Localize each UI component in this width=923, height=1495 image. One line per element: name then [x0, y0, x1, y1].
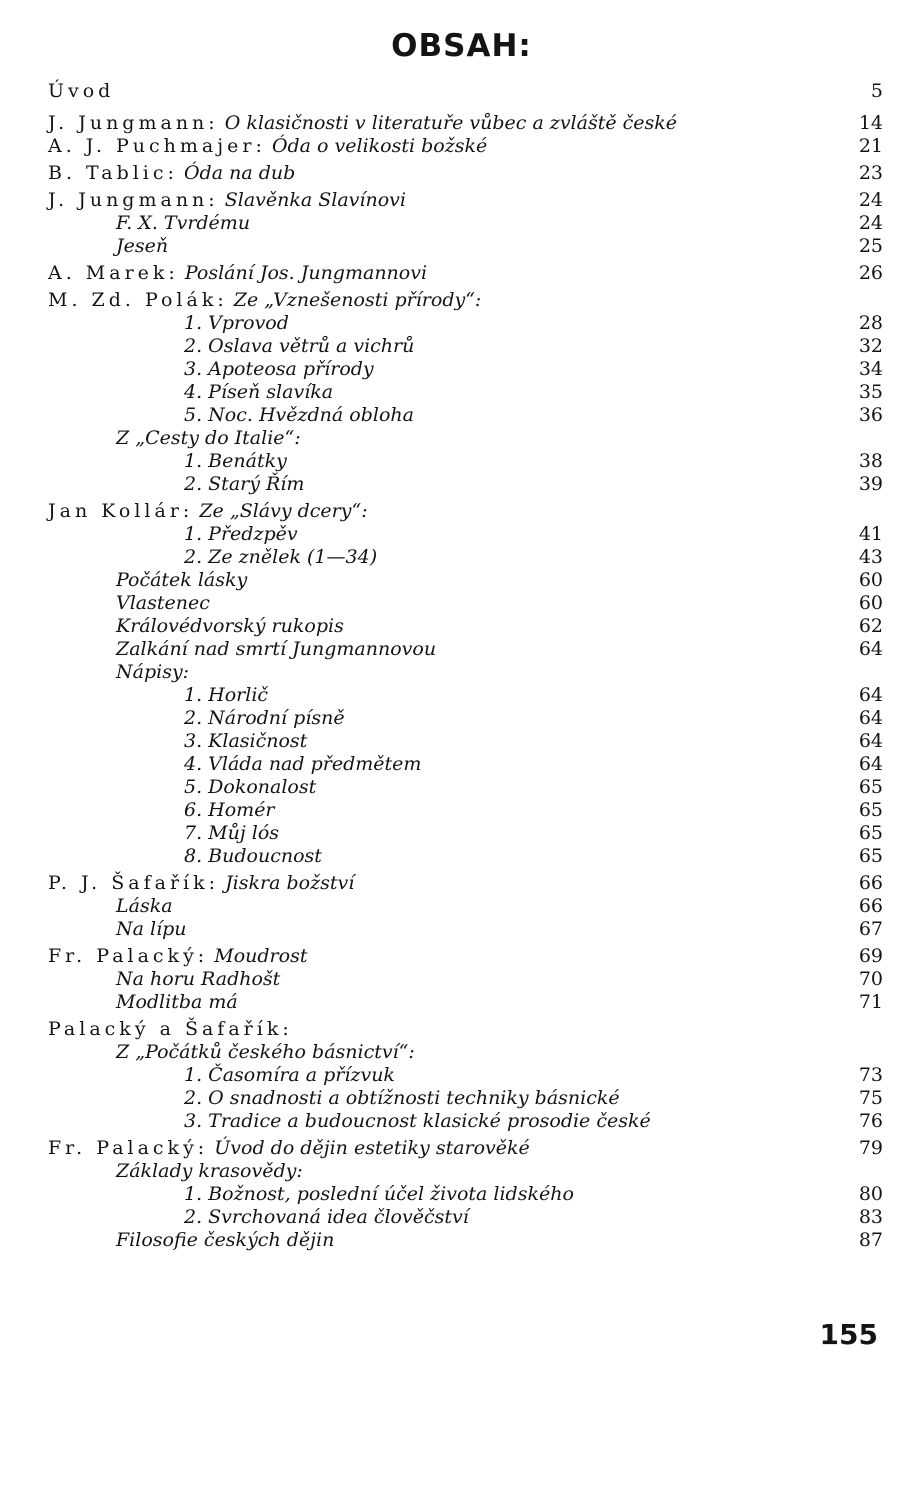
- toc-title: 1. Horlič: [184, 684, 269, 706]
- toc-page-number: 24: [858, 189, 883, 211]
- toc-entry: [48, 1160, 883, 1183]
- toc-page-number: 65: [858, 776, 883, 798]
- toc-entry: [48, 753, 883, 776]
- page-number: 155: [819, 1318, 878, 1351]
- toc-page-number: 14: [858, 112, 883, 134]
- toc-entry: [48, 381, 883, 404]
- toc-entry: [48, 615, 883, 638]
- toc-entry: [48, 162, 883, 185]
- toc-entry: [48, 212, 883, 235]
- toc-title: Královédvorský rukopis: [116, 615, 344, 637]
- toc-entry: [48, 1110, 883, 1133]
- toc-entry-label: [48, 1018, 293, 1041]
- toc-entry-label: [116, 918, 187, 941]
- toc-entry-label: [116, 661, 189, 684]
- toc-page-number: 23: [858, 162, 883, 184]
- toc-title: Modlitba má: [116, 991, 238, 1013]
- toc-title: Na lípu: [116, 918, 187, 940]
- toc-page-number: 28: [858, 312, 883, 334]
- toc-page-number: 41: [858, 523, 883, 545]
- toc-entry-label: [184, 822, 279, 845]
- toc-entry: [48, 991, 883, 1014]
- toc-page-number: 21: [858, 135, 883, 157]
- toc-entry-label: [184, 776, 316, 799]
- toc-entry: [48, 592, 883, 615]
- toc-entry-label: [116, 427, 301, 450]
- toc-entry: [48, 918, 883, 941]
- toc-author: J. Jungmann:: [48, 112, 219, 134]
- toc-page-number: 62: [858, 615, 883, 637]
- toc-entry-label: [184, 523, 298, 546]
- toc-entry: [48, 427, 883, 450]
- toc-entry: [48, 1018, 883, 1041]
- toc-entry-label: [184, 473, 304, 496]
- toc-entry: [48, 500, 883, 523]
- toc-title: 7. Můj lós: [184, 822, 280, 844]
- toc-title: 8. Budoucnost: [184, 845, 322, 867]
- toc-author: Palacký a Šafařík:: [48, 1018, 293, 1040]
- toc-entry-label: [116, 615, 344, 638]
- toc-author: B. Tablic:: [48, 162, 178, 184]
- toc-entry: [48, 1206, 883, 1229]
- toc-entry: [48, 112, 883, 135]
- toc-page-number: 34: [858, 358, 883, 380]
- toc-entry-label: [48, 945, 307, 968]
- toc-entry-label: [116, 235, 168, 258]
- toc-entry: [48, 523, 883, 546]
- toc-page-number: 69: [858, 945, 883, 967]
- toc-page-number: 65: [858, 799, 883, 821]
- toc-title: Óda na dub: [183, 162, 296, 184]
- toc-title: Láska: [116, 895, 173, 917]
- toc-page-number: 70: [858, 968, 883, 990]
- toc-entry-label: [184, 335, 414, 358]
- toc-title: 1. Božnost, poslední účel života lidského: [184, 1183, 574, 1205]
- toc-title: Moudrost: [214, 945, 308, 967]
- toc-page-number: 24: [858, 212, 883, 234]
- toc-entry: [48, 661, 883, 684]
- toc-entry-label: [184, 1183, 574, 1206]
- toc-entry-label: [48, 189, 406, 212]
- toc-author: J. Jungmann:: [48, 189, 219, 211]
- toc-author: A. J. Puchmajer:: [48, 135, 266, 157]
- toc-title: 2. Národní písně: [184, 707, 345, 729]
- toc-entry: [48, 872, 883, 895]
- toc-page-number: 66: [858, 895, 883, 917]
- toc-title: 2. Svrchovaná idea člověčství: [184, 1206, 469, 1228]
- toc-title: 3. Tradice a budoucnost klasické prosodie české: [184, 1110, 651, 1132]
- toc-title: Na horu Radhošt: [116, 968, 281, 990]
- toc-title: Jeseň: [116, 235, 169, 257]
- toc-title: 1. Vprovod: [184, 312, 289, 334]
- toc-entry-label: [116, 895, 173, 918]
- toc-entry: [48, 80, 883, 103]
- toc-entry-label: [116, 968, 280, 991]
- toc-page-number: 26: [858, 262, 883, 284]
- toc-entry: [48, 546, 883, 569]
- toc-entry-label: [116, 569, 247, 592]
- toc-entry: [48, 1087, 883, 1110]
- toc-page-number: 64: [858, 730, 883, 752]
- toc-title: 2. O snadnosti a obtížnosti techniky básnické: [184, 1087, 620, 1109]
- toc-entry-label: [116, 592, 210, 615]
- toc-entry-label: [184, 1206, 469, 1229]
- toc-entry-label: [48, 500, 368, 523]
- toc-entry-label: [184, 1064, 395, 1087]
- toc-title: 3. Apoteosa přírody: [184, 358, 374, 380]
- toc-page-number: 76: [858, 1110, 883, 1132]
- toc-entry: [48, 335, 883, 358]
- toc-entry-label: [184, 312, 289, 335]
- toc-page-number: 67: [858, 918, 883, 940]
- toc-entry-label: [48, 262, 427, 285]
- toc-entry-label: [184, 684, 268, 707]
- toc-title: 1. Předzpěv: [184, 523, 298, 545]
- toc-title: 4. Vláda nad předmětem: [184, 753, 422, 775]
- toc-page-number: 39: [858, 473, 883, 495]
- toc-title: 6. Homér: [184, 799, 275, 821]
- toc-title: F. X. Tvrdému: [116, 212, 251, 234]
- toc-entry-label: [48, 80, 114, 103]
- toc-page-number: 32: [858, 335, 883, 357]
- toc-title: 3. Klasičnost: [184, 730, 308, 752]
- toc-entry: [48, 235, 883, 258]
- toc-entry: [48, 707, 883, 730]
- toc-entry: [48, 799, 883, 822]
- toc-entry-label: [184, 753, 421, 776]
- toc-entry-label: [184, 1087, 620, 1110]
- toc-page-number: 60: [858, 592, 883, 614]
- toc-title: Filosofie českých dějin: [116, 1229, 335, 1251]
- toc-entry: [48, 473, 883, 496]
- toc-entry: [48, 845, 883, 868]
- toc-entry: [48, 135, 883, 158]
- toc-entry: [48, 404, 883, 427]
- toc-page-number: 64: [858, 707, 883, 729]
- toc-entry-label: [116, 1229, 334, 1252]
- toc-entry: [48, 450, 883, 473]
- toc-title: 2. Oslava větrů a vichrů: [184, 335, 415, 357]
- toc-title: Óda o velikosti božské: [271, 135, 488, 157]
- toc-page-number: 25: [858, 235, 883, 257]
- toc-page-number: 60: [858, 569, 883, 591]
- toc-page-number: 80: [858, 1183, 883, 1205]
- toc-author: A. Marek:: [48, 262, 179, 284]
- toc-entry: [48, 822, 883, 845]
- toc-entry: [48, 638, 883, 661]
- toc-entry-label: [116, 991, 238, 1014]
- page-title: OBSAH:: [391, 28, 532, 64]
- toc-entry: [48, 684, 883, 707]
- toc-page-number: 87: [858, 1229, 883, 1251]
- toc-entry-label: [116, 1041, 415, 1064]
- toc-title: 2. Ze znělek (1—34): [184, 546, 378, 568]
- toc-entry: [48, 968, 883, 991]
- toc-entry: [48, 1064, 883, 1087]
- toc-page-number: 65: [858, 822, 883, 844]
- toc-author: M. Zd. Polák:: [48, 289, 228, 311]
- toc-entry-label: [116, 1160, 303, 1183]
- toc-entry-label: [48, 162, 295, 185]
- toc-entry-label: [48, 872, 354, 895]
- toc-entry: [48, 1041, 883, 1064]
- toc-entry-label: [184, 730, 307, 753]
- toc-entry: [48, 776, 883, 799]
- toc-page-number: 35: [858, 381, 883, 403]
- toc-page-number: 83: [858, 1206, 883, 1228]
- toc-author: Fr. Palacký:: [48, 1137, 209, 1159]
- toc-entry: [48, 1183, 883, 1206]
- toc-title: Z „Cesty do Italie“:: [116, 427, 301, 449]
- toc-title: Úvod do dějin estetiky starověké: [214, 1137, 530, 1159]
- toc-entry-label: [184, 1110, 651, 1133]
- toc-entry-label: [184, 845, 322, 868]
- toc-entry: [48, 895, 883, 918]
- toc-entry: [48, 1137, 883, 1160]
- toc-entry: [48, 730, 883, 753]
- toc-page-number: 79: [858, 1137, 883, 1159]
- toc-entry: [48, 358, 883, 381]
- toc-entry: [48, 569, 883, 592]
- toc-title: 4. Píseň slavíka: [184, 381, 334, 403]
- toc-entry-label: [184, 381, 333, 404]
- toc-page-number: 65: [858, 845, 883, 867]
- toc-entry: [48, 289, 883, 312]
- toc-entry-label: [184, 707, 345, 730]
- toc-page-number: 38: [858, 450, 883, 472]
- toc-entry: [48, 945, 883, 968]
- toc-title: Poslání Jos. Jungmannovi: [184, 262, 428, 284]
- toc-entry: [48, 312, 883, 335]
- toc-title: Počátek lásky: [116, 569, 248, 591]
- toc-page-number: 71: [858, 991, 883, 1013]
- toc-page-number: 64: [858, 638, 883, 660]
- toc-title: 1. Benátky: [184, 450, 287, 472]
- toc-title: Ze „Vznešenosti přírody“:: [233, 289, 482, 311]
- toc-title: Slavěnka Slavínovi: [224, 189, 406, 211]
- toc-entry-label: [184, 546, 377, 569]
- toc-title: 2. Starý Řím: [184, 473, 305, 495]
- toc-author: Jan Kollár:: [48, 500, 194, 522]
- toc-entry: [48, 262, 883, 285]
- toc-entry-label: [48, 112, 677, 135]
- toc-title: Vlastenec: [116, 592, 210, 614]
- toc-entry-label: [116, 212, 250, 235]
- toc-page-number: 75: [858, 1087, 883, 1109]
- toc-title: 1. Časomíra a přízvuk: [184, 1064, 395, 1086]
- toc-title: Zalkání nad smrtí Jungmannovou: [116, 638, 437, 660]
- toc-entry-label: [184, 358, 374, 381]
- toc-title: Z „Počátků českého básnictví“:: [116, 1041, 415, 1063]
- toc-page-number: 66: [858, 872, 883, 894]
- toc-page-number: 64: [858, 684, 883, 706]
- toc-page-number: 36: [858, 404, 883, 426]
- toc-title: Základy krasovědy:: [116, 1160, 303, 1182]
- toc-entry-label: [48, 1137, 530, 1160]
- toc-page-number: 73: [858, 1064, 883, 1086]
- toc-page-number: 43: [858, 546, 883, 568]
- toc-page-number: 5: [870, 80, 883, 102]
- toc-entry-label: [184, 404, 414, 427]
- toc-title: Ze „Slávy dcery“:: [199, 500, 368, 522]
- toc-entry-label: [184, 450, 287, 473]
- toc-entry: [48, 1229, 883, 1252]
- toc-author: Úvod: [48, 80, 115, 102]
- toc-author: Fr. Palacký:: [48, 945, 209, 967]
- toc-entry-label: [48, 135, 487, 158]
- toc-title: 5. Noc. Hvězdná obloha: [184, 404, 414, 426]
- table-of-contents: [48, 80, 883, 1252]
- toc-entry-label: [184, 799, 275, 822]
- toc-entry: [48, 189, 883, 212]
- toc-title: Jiskra božství: [225, 872, 355, 894]
- toc-entry-label: [116, 638, 436, 661]
- toc-author: P. J. Šafařík:: [48, 872, 220, 894]
- toc-page-number: 64: [858, 753, 883, 775]
- toc-entry-label: [48, 289, 481, 312]
- toc-title: Nápisy:: [116, 661, 190, 683]
- toc-title: 5. Dokonalost: [184, 776, 317, 798]
- toc-title: O klasičnosti v literatuře vůbec a zvláště české: [224, 112, 678, 134]
